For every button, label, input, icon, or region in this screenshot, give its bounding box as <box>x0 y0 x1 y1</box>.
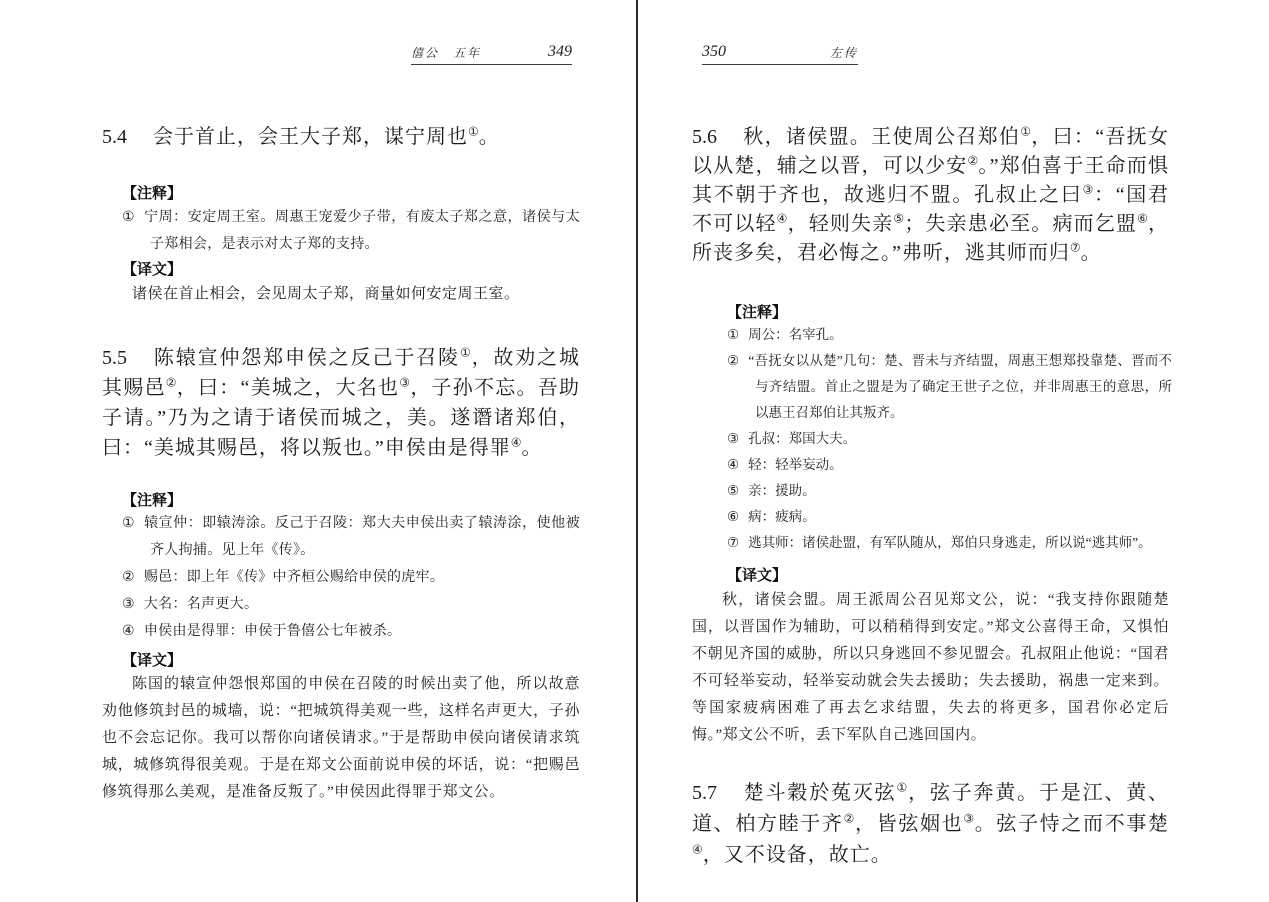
note-text: 病：疲病。 <box>748 509 816 524</box>
notes-label: 【注释】 <box>122 185 183 202</box>
translation-paragraph-5-6: 秋，诸侯会盟。周王派周公召见郑文公，说：“我支持你跟随楚国，以晋国作为辅助，可以稍稍得到安定。”郑文公喜得王命，又惧怕不朝见齐国的威胁，所以只身逃回不参见盟会。孔叔阻止他说：“国君不可轻举妄动，轻举妄动就会失去援助；失去援助，祸患一定来到。等国家疲病困难了再去乞求结盟，失去的将更多，国君你必定后悔。”郑文公不听，丢下军队自己逃回国内。 <box>692 592 1169 743</box>
note-text: 逃其师：诸侯赴盟，有军队随从，郑伯只身逃走，所以说“逃其师”。 <box>748 535 1152 550</box>
note-item <box>122 591 580 618</box>
note-marker: ③ <box>122 597 135 612</box>
note-item <box>122 564 580 591</box>
notes-list <box>122 510 580 645</box>
section-number: 5.7 <box>692 782 717 804</box>
note-text: 赐邑：即上年《传》中齐桓公赐给申侯的虎牢。 <box>143 570 445 585</box>
note-marker: ③ <box>727 431 740 446</box>
translation-label: 【译文】 <box>122 261 183 278</box>
page-number: 349 <box>548 43 572 60</box>
section-text: 陈辕宣仲怨郑申侯之反己于召陵①，故劝之城其赐邑②，曰：“美城之，大名也③，子孙不忘。吾助子请。”乃为之请于诸侯而城之，美。遂谮诸郑伯，曰：“美城其赐邑，将以叛也。”申侯由是得罪④。 <box>102 345 581 459</box>
notes-label: 【注释】 <box>122 492 183 509</box>
note-text: 轻：轻举妄动。 <box>748 457 843 472</box>
section-number: 5.4 <box>102 126 127 148</box>
running-header-left <box>411 43 572 65</box>
note-marker: ⑤ <box>727 483 740 498</box>
note-marker: ② <box>727 353 740 368</box>
translation-label: 【译文】 <box>122 652 183 669</box>
running-title: 左传 <box>829 46 858 60</box>
notes-list <box>122 204 580 258</box>
note-text: 辕宣仲：即辕涛涂。反己于召陵：郑大夫申侯出卖了辕涛涂，使他被齐人拘捕。见上年《传》。 <box>144 516 580 558</box>
note-item <box>727 452 1172 478</box>
note-marker: ① <box>727 327 740 342</box>
section-paragraph-5-4 <box>102 122 580 152</box>
section-paragraph-5-5 <box>102 343 580 463</box>
note-text: 孔叔：郑国大夫。 <box>748 431 857 446</box>
section-paragraph-5-6 <box>692 123 1169 268</box>
note-marker: ⑦ <box>727 535 740 550</box>
page-divider <box>636 0 638 902</box>
note-text: 大名：名声更大。 <box>143 597 259 612</box>
note-text: 亲：援助。 <box>748 483 816 498</box>
note-text: 申侯由是得罪：申侯于鲁僖公七年被杀。 <box>143 624 402 639</box>
section-paragraph-5-7 <box>692 778 1169 871</box>
note-item <box>122 204 580 258</box>
note-item <box>727 504 1172 530</box>
note-marker: ④ <box>122 624 135 639</box>
section-text: 秋，诸侯盟。王使周公召郑伯①，曰：“吾抚女以从楚，辅之以晋，可以少安②。”郑伯喜于王命而惧其不朝于齐也，故逃归不盟。孔叔止之曰③：“国君不可以轻④，轻则失亲⑤；失亲患必至。病而乞盟⑥，所丧多矣，君必悔之。”弗听，逃其师而归⑦。 <box>692 124 1170 264</box>
note-marker: ⑥ <box>727 509 740 524</box>
page-number: 350 <box>702 43 726 60</box>
running-title: 僖公 五年 <box>411 46 482 60</box>
running-header-right <box>702 43 858 65</box>
translation-label: 【译文】 <box>727 567 788 584</box>
note-text: 周公：名宰孔。 <box>748 327 843 342</box>
note-item <box>727 426 1172 452</box>
note-marker: ④ <box>727 457 740 472</box>
section-text: 会于首止，会王大子郑，谋宁周也①。 <box>153 124 500 148</box>
section-text: 楚斗穀於菟灭弦①，弦子奔黄。于是江、黄、道、柏方睦于齐②，皆弦姻也③。弦子恃之而不事楚④，又不设备，故亡。 <box>692 780 1170 866</box>
section-number: 5.6 <box>692 126 717 148</box>
notes-label: 【注释】 <box>727 304 788 321</box>
section-number: 5.5 <box>102 347 127 369</box>
note-item <box>122 618 580 645</box>
note-item <box>122 510 580 564</box>
note-item <box>727 348 1172 426</box>
note-marker: ① <box>122 210 136 225</box>
notes-list <box>727 322 1172 556</box>
note-marker: ② <box>122 570 135 585</box>
note-marker: ① <box>122 516 136 531</box>
translation-paragraph-5-5: 陈国的辕宣仲怨恨郑国的申侯在召陵的时候出卖了他，所以故意劝他修筑封邑的城墙，说：“把城筑得美观一些，这样名声更大，子孙也不会忘记你。我可以帮你向诸侯请求。”于是帮助申侯向诸侯请求筑城，城修筑得很美观。于是在郑文公面前说申侯的坏话，说：“把赐邑修筑得那么美观，是准备反叛了。”申侯因此得罪于郑文公。 <box>102 676 580 800</box>
note-item <box>727 530 1172 556</box>
note-text: 宁周：安定周王室。周惠王宠爱少子带，有废太子郑之意，诸侯与太子郑相会，是表示对太子郑的支持。 <box>144 210 580 252</box>
translation-paragraph-5-4: 诸侯在首止相会，会见周太子郑，商量如何安定周王室。 <box>132 286 520 302</box>
note-item <box>727 322 1172 348</box>
note-text: “吾抚女以从楚”几句：楚、晋未与齐结盟，周惠王想郑投靠楚、晋而不与齐结盟。首止之盟是为了确定王世子之位，并非周惠王的意思，所以惠王召郑伯让其叛齐。 <box>748 353 1173 420</box>
note-item <box>727 478 1172 504</box>
